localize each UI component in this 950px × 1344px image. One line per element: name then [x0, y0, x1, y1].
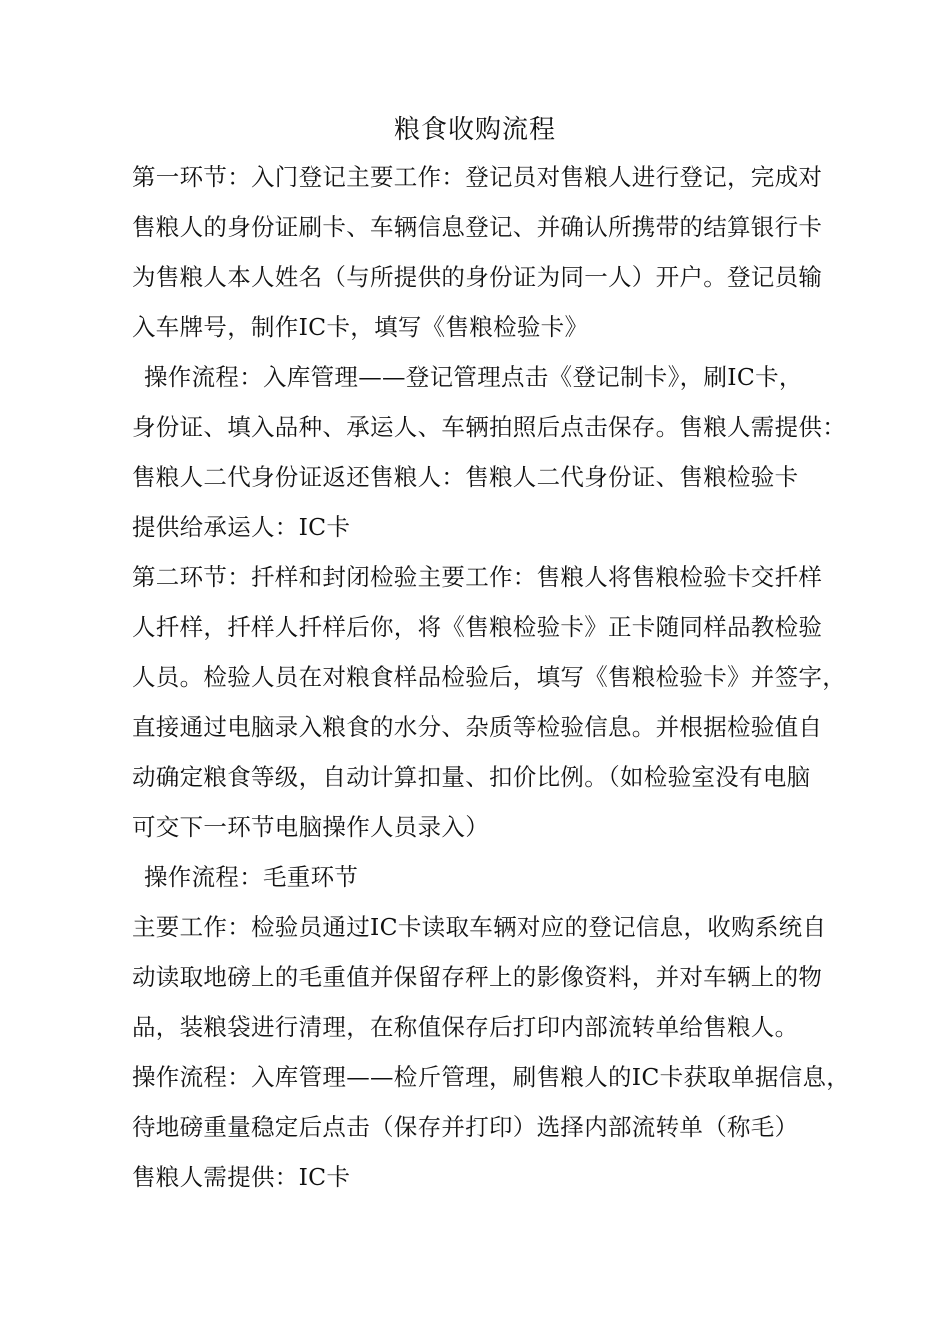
body-line: 第二环节：扦样和封闭检验主要工作：售粮人将售粮检验卡交扦样 — [132, 563, 823, 591]
body-line: 直接通过电脑录入粮食的水分、杂质等检验信息。并根据检验值自 — [132, 713, 823, 741]
body-line: 操作流程：入库管理——检斤管理，刷售粮人的IC卡获取单据信息， — [132, 1063, 851, 1091]
body-line: 动确定粮食等级，自动计算扣量、扣价比例。（如检验室没有电脑 — [132, 763, 811, 791]
body-line: 身份证、填入品种、承运人、车辆拍照后点击保存。售粮人需提供： — [132, 413, 846, 441]
body-line: 待地磅重量稳定后点击（保存并打印）选择内部流转单（称毛） — [132, 1113, 799, 1141]
body-line: 可交下一环节电脑操作人员录入） — [132, 813, 489, 841]
body-line: 人扦样，扦样人扦样后你，将《售粮检验卡》正卡随同样品教检验 — [132, 613, 823, 641]
body-line: 操作流程：入库管理——登记管理点击《登记制卡》，刷IC卡， — [144, 363, 803, 391]
body-line: 入车牌号，制作IC卡，填写《售粮检验卡》 — [132, 313, 589, 341]
body-line: 为售粮人本人姓名（与所提供的身份证为同一人）开户。登记员输 — [132, 263, 823, 291]
document-body — [132, 152, 851, 1202]
body-line: 操作流程：毛重环节 — [144, 863, 359, 891]
body-line: 主要工作：检验员通过IC卡读取车辆对应的登记信息，收购系统自 — [132, 913, 827, 941]
body-line: 品，装粮袋进行清理，在称值保存后打印内部流转单给售粮人。 — [132, 1013, 799, 1041]
body-line: 售粮人二代身份证返还售粮人：售粮人二代身份证、售粮检验卡 — [132, 463, 799, 491]
body-line: 售粮人的身份证刷卡、车辆信息登记、并确认所携带的结算银行卡 — [132, 213, 823, 241]
body-line: 售粮人需提供：IC卡 — [132, 1163, 351, 1191]
body-line: 提供给承运人：IC卡 — [132, 513, 351, 541]
document-title: 粮食收购流程 — [393, 115, 556, 145]
body-line: 动读取地磅上的毛重值并保留存秤上的影像资料，并对车辆上的物 — [132, 963, 823, 991]
body-line: 人员。检验人员在对粮食样品检验后，填写《售粮检验卡》并签字， — [132, 663, 846, 691]
body-line: 第一环节：入门登记主要工作：登记员对售粮人进行登记，完成对 — [132, 163, 823, 191]
